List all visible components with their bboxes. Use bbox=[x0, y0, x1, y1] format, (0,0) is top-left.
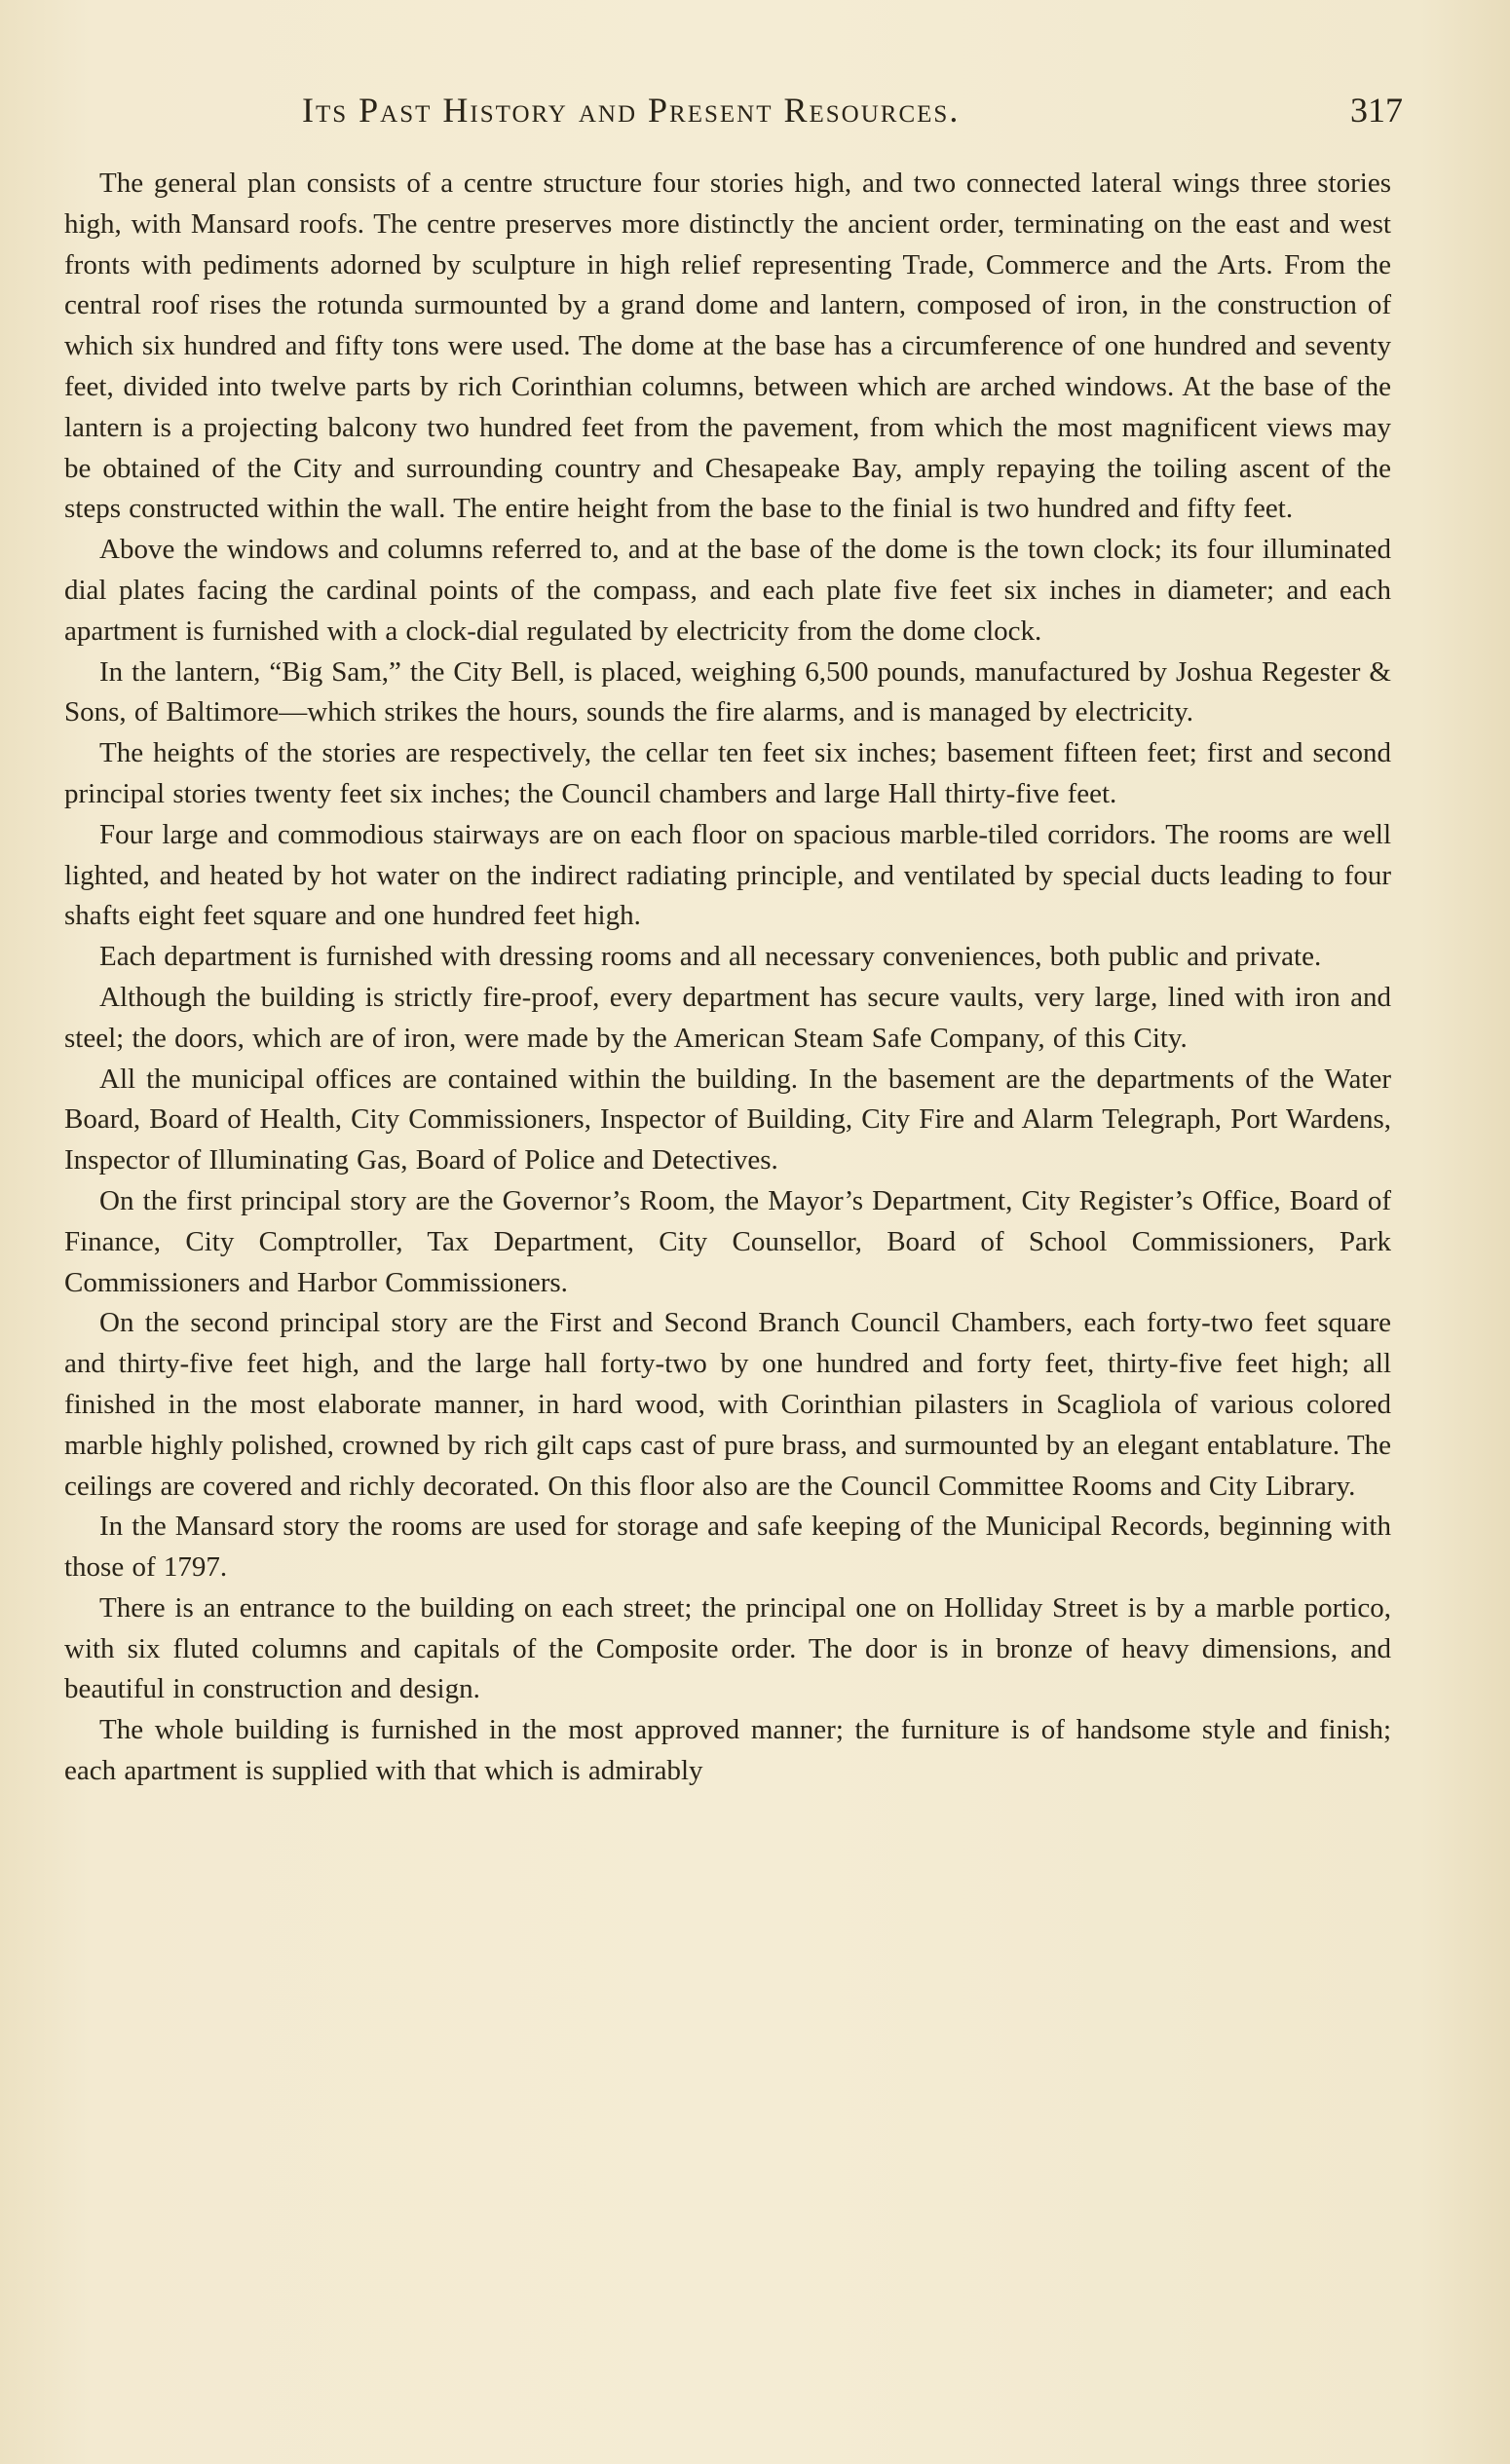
paragraph: On the first principal story are the Governor’s Room, the Mayor’s Department, City Register’s Office, Board of Finance, City Comptroller, Tax Department, City Counsellor, Board of School Commissioners, Park Commissioners and Harbor Commissioners. bbox=[64, 1184, 1391, 1298]
running-header bbox=[76, 90, 1403, 138]
paragraph: All the municipal offices are contained within the building. In the basement are the departments of the Water Board, Board of Health, City Commissioners, Inspector of Building, City Fire and Alarm Telegraph, Port Wardens, Inspector of Illuminating Gas, Board of Police and Detectives. bbox=[64, 1063, 1391, 1176]
paragraph: Although the building is strictly fire-proof, every department has secure vaults, very large, lined with iron and steel; the doors, which are of iron, were made by the American Steam Safe Company, of this City. bbox=[64, 981, 1391, 1054]
paragraph: On the second principal story are the First and Second Branch Council Chambers, each forty-two feet square and thirty-five feet high, and the large hall forty-two by one hundred and forty feet, thirty-five feet high; all finished in the most elaborate manner, in hard wood, with Corinthian pilasters in Scagliola of various colored marble highly polished, crowned by rich gilt caps cast of pure brass, and surmounted by an elegant entablature. The ceilings are covered and richly decorated. On this floor also are the Council Committee Rooms and City Library. bbox=[64, 1307, 1391, 1502]
paragraph: Each department is furnished with dressing rooms and all necessary conveniences, both public and private. bbox=[99, 941, 1322, 973]
body-text bbox=[64, 164, 1391, 1792]
paragraph: The general plan consists of a centre structure four stories high, and two connected lateral wings three stories high, with Mansard roofs. The centre preserves more distinctly the ancient order, terminating on the east and west fronts with pediments adorned by sculpture in high relief representing Trade, Commerce and the Arts. From the central roof rises the rotunda surmounted by a grand dome and lantern, composed of iron, in the construction of which six hundred and fifty tons were used. The dome at the base has a circumference of one hundred and seventy feet, divided into twelve parts by rich Corinthian columns, between which are arched windows. At the base of the lantern is a projecting balcony two hundred feet from the pavement, from which the most magnificent views may be obtained of the City and surrounding country and Chesapeake Bay, amply repaying the toiling ascent of the steps constructed within the wall. The entire height from the base to the finial is two hundred and fifty feet. bbox=[64, 168, 1391, 525]
paragraph: There is an entrance to the building on each street; the principal one on Holliday Street is by a marble portico, with six fluted columns and capitals of the Composite order. The door is in bronze of heavy dimensions, and beautiful in construction and design. bbox=[64, 1591, 1391, 1705]
paragraph: The whole building is furnished in the most approved manner; the furniture is of handsome style and finish; each apartment is supplied with that which is admirably bbox=[64, 1714, 1391, 1787]
running-title: Its Past History and Present Resources. bbox=[302, 91, 961, 130]
paragraph: Above the windows and columns referred to, and at the base of the dome is the town clock; its four illuminated dial plates facing the cardinal points of the compass, and each plate five feet six inches in diameter; and each apartment is furnished with a clock-dial regulated by electricity from the dome clock. bbox=[64, 534, 1391, 647]
paragraph: In the Mansard story the rooms are used for storage and safe keeping of the Municipal Records, beginning with those of 1797. bbox=[64, 1511, 1391, 1584]
paragraph: Four large and commodious stairways are on each floor on spacious marble-tiled corridors. The rooms are well lighted, and heated by hot water on the indirect radiating principle, and ventilated by special ducts leading to four shafts eight feet square and one hundred feet high. bbox=[64, 818, 1391, 932]
paragraph: The heights of the stories are respectively, the cellar ten feet six inches; basement fifteen feet; first and second principal stories twenty feet six inches; the Council chambers and large Hall thirty-five feet. bbox=[64, 737, 1391, 809]
page-number: 317 bbox=[1350, 91, 1403, 130]
paragraph: In the lantern, “Big Sam,” the City Bell, is placed, weighing 6,500 pounds, manufactured by Joshua Regester & Sons, of Baltimore—which strikes the hours, sounds the fire alarms, and is managed by electricity. bbox=[64, 655, 1391, 728]
